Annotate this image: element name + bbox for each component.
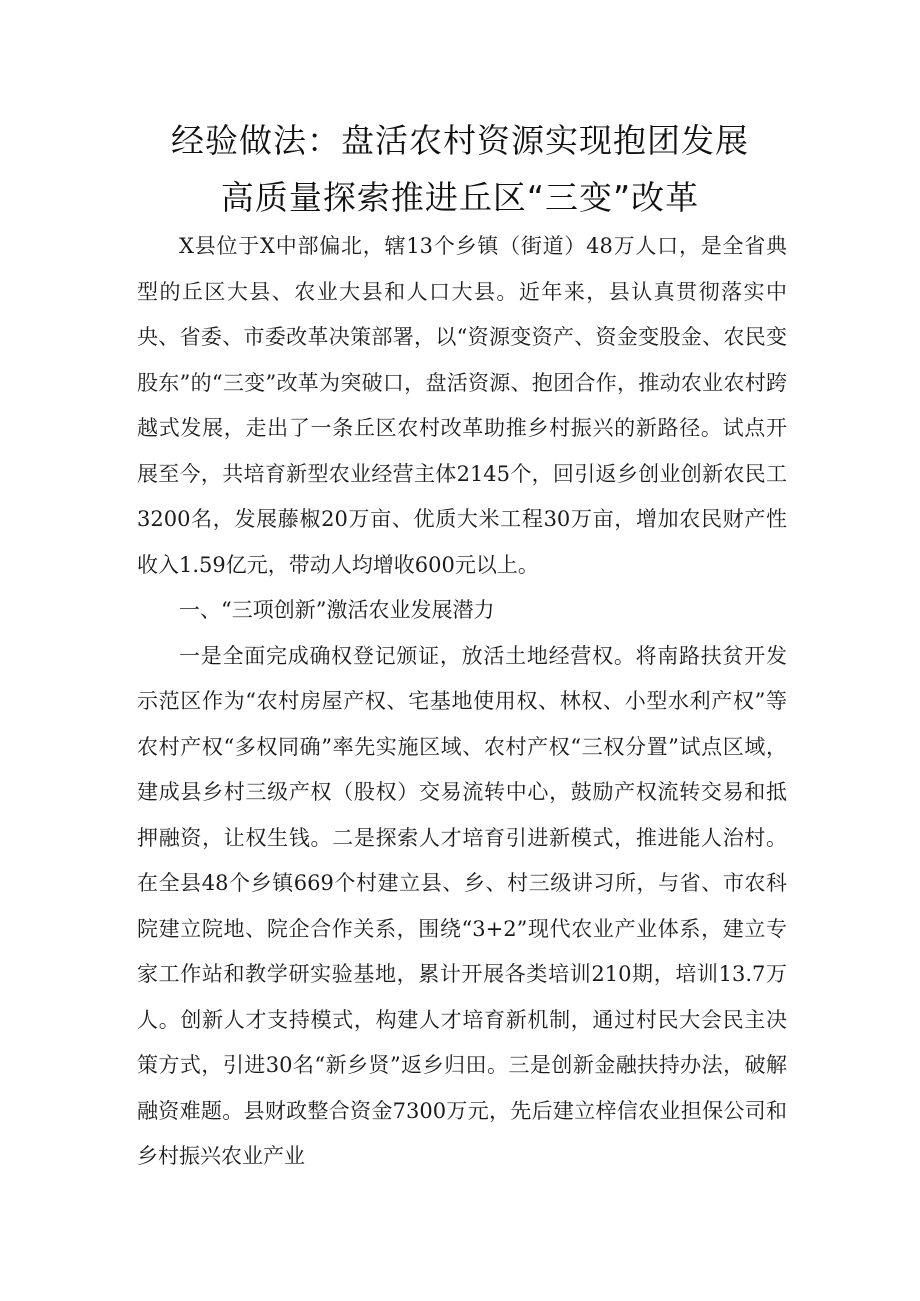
document-body (137, 224, 787, 1180)
body-paragraph: 一是全面完成确权登记颁证，放活土地经营权。将南路扶贫开发示范区作为“农村房屋产权、宅基地使用权、林权、小型水利产权”等农村产权“多权同确”率先实施区域、农村产权“三权分置”试点区域，建成县乡村三级产权（股权）交易流转中心，鼓励产权流转交易和抵押融资，让权生钱。二是探索人才培育引进新模式，推进能人治村。在全县48个乡镇669个村建立县、乡、村三级讲习所，与省、市农科院建立院地、院企合作关系，围绕“3+2”现代农业产业体系，建立专家工作站和教学研实验基地，累计开展各类培训210期，培训13.7万人。创新人才支持模式，构建人才培育新机制，通过村民大会民主决策方式，引进30名“新乡贤”返乡归田。三是创新金融扶持办法，破解融资难题。县财政整合资金7300万元，先后建立梓信农业担保公司和乡村振兴农业产业 (137, 643, 787, 1168)
document-title (0, 112, 920, 226)
intro-paragraph: X县位于X中部偏北，辖13个乡镇（街道）48万人口，是全省典型的丘区大县、农业大县和人口大县。近年来，县认真贯彻落实中央、省委、市委改革决策部署，以“资源变资产、资金变股金、农民变股东”的“三变”改革为突破口，盘活资源、抱团合作，推动农业农村跨越式发展，走出了一条丘区农村改革助推乡村振兴的新路径。试点开展至今，共培育新型农业经营主体2145个，回引返乡创业创新农民工3200名，发展藤椒20万亩、优质大米工程30万亩，增加农民财产性收入1.59亿元，带动人均增收600元以上。 (137, 234, 787, 577)
title-line-1: 经验做法：盘活农村资源实现抱团发展 (171, 121, 749, 160)
title-line-2: 高质量探索推进丘区“三变”改革 (220, 178, 700, 217)
section-heading: 一、“三项创新”激活农业发展潜力 (179, 598, 495, 622)
